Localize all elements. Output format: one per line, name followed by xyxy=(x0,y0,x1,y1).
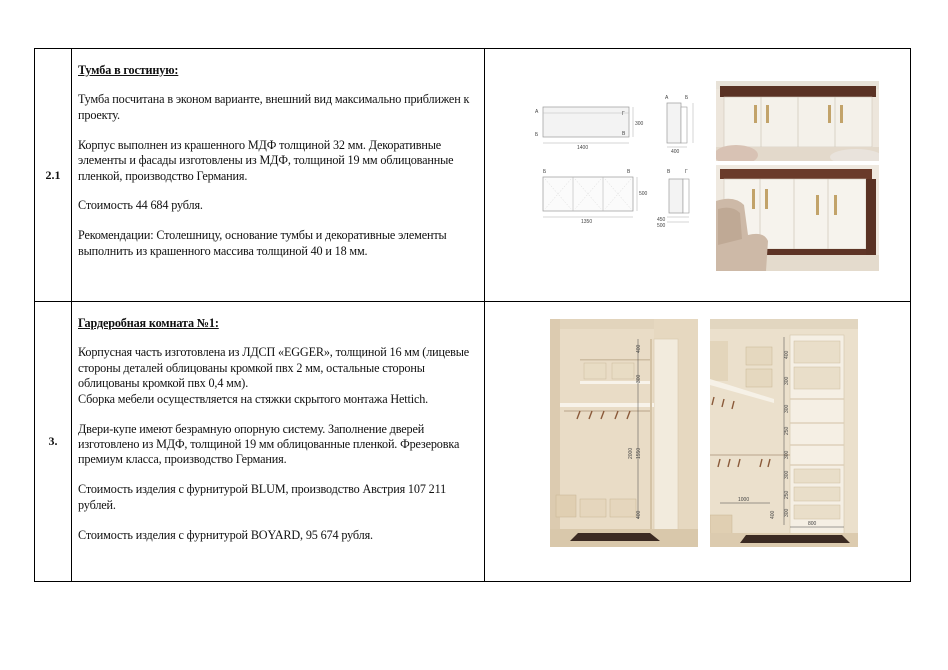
drawing-dimension: 1400 xyxy=(577,145,589,151)
drawing-label-g: Г xyxy=(685,169,688,175)
drawing-dimension: 500 xyxy=(657,223,666,227)
drawing-label-b: Б xyxy=(543,169,547,175)
drawing-dimension: 500 xyxy=(639,191,648,197)
dimension-label: 300 xyxy=(784,404,790,413)
dimension-label: 300 xyxy=(784,508,790,517)
item-paragraph: Корпус выполнен из крашенного МДФ толщиной 32 мм. Декоративные элементы и фасады изготовлены из МДФ, толщиной 19 мм облицованные пленкой, производство Германия. xyxy=(78,137,454,183)
dimension-label: 1000 xyxy=(738,497,750,503)
drawing-label-b: Б xyxy=(685,95,689,101)
dimension-label: 250 xyxy=(784,426,790,435)
dimension-label: 400 xyxy=(636,344,642,353)
item-paragraph: Рекомендации: Столешницу, основание тумбы и декоративные элементы выполнить из крашенного массива толщиной 40 и 18 мм. xyxy=(78,228,447,258)
item-price: Стоимость 44 684 рубля. xyxy=(78,198,203,213)
dimension-label: 400 xyxy=(770,510,776,519)
drawing-label-v: В xyxy=(667,169,671,175)
drawing-dimension: 450 xyxy=(657,217,666,223)
drawing-label-v: В xyxy=(627,169,631,175)
dimension-label: 300 xyxy=(784,470,790,479)
wardrobe-render-right xyxy=(710,319,858,547)
dimension-label: 800 xyxy=(808,521,817,527)
drawing-label-b: Б xyxy=(535,132,539,138)
item-paragraph: Корпусная часть изготовлена из ЛДСП «EGGER», толщиной 16 мм (лицевые стороны деталей облицованы кромкой пвх 2 мм, остальные стороны облицованы кромкой пвх 0,4 мм). Сборка мебели осуществляется на стяжки скрытого монтажа Hettich. xyxy=(78,345,470,406)
item-paragraph: Двери-купе имеют безрамную опорную систему. Заполнение дверей изготовлено из МДФ, толщиной 19 мм облицованные пленкой. Фрезеровка премиум класса, производство Германия. xyxy=(78,421,460,467)
drawing-label-g: Г xyxy=(622,111,625,117)
dimension-label: 250 xyxy=(784,490,790,499)
dimension-label: 1550 xyxy=(636,447,642,459)
item-paragraph: Тумба посчитана в эконом варианте, внешний вид максимально приближен к проекту. xyxy=(78,92,470,122)
dimension-label: 400 xyxy=(784,350,790,359)
dimension-label: 300 xyxy=(784,450,790,459)
drawing-label-a: А xyxy=(535,109,539,115)
table-row xyxy=(35,49,911,302)
drawing-dimension: 300 xyxy=(635,121,644,127)
dimension-label: 300 xyxy=(636,374,642,383)
row-description xyxy=(72,302,485,582)
row-illustration xyxy=(485,49,911,302)
row-number: 3. xyxy=(35,302,72,582)
dimension-label: 400 xyxy=(636,510,642,519)
dimension-label: 2000 xyxy=(628,447,634,459)
dimension-label: 300 xyxy=(784,376,790,385)
drawing-dimension: 400 xyxy=(671,149,680,155)
item-price: Стоимость изделия с фурнитурой BOYARD, 95 674 рубля. xyxy=(78,527,373,542)
drawing-label-v: В xyxy=(622,131,626,137)
tv-stand-photo-bottom xyxy=(716,165,879,271)
item-title: Гардеробная комната №1: xyxy=(78,316,219,330)
drawing-dimension: 1350 xyxy=(581,219,593,225)
tv-stand-technical-drawing xyxy=(529,87,719,227)
row-number: 2.1 xyxy=(35,49,72,302)
specification-table xyxy=(34,48,911,582)
row-illustration xyxy=(485,302,911,582)
wardrobe-render-left xyxy=(550,319,698,547)
item-price: Стоимость изделия с фурнитурой BLUM, производство Австрия 107 211 рублей. xyxy=(78,482,447,512)
drawing-label-a: А xyxy=(665,95,669,101)
tv-stand-photo-top xyxy=(716,81,879,161)
row-description xyxy=(72,49,485,302)
table-row xyxy=(35,302,911,582)
item-title: Тумба в гостиную: xyxy=(78,63,179,77)
